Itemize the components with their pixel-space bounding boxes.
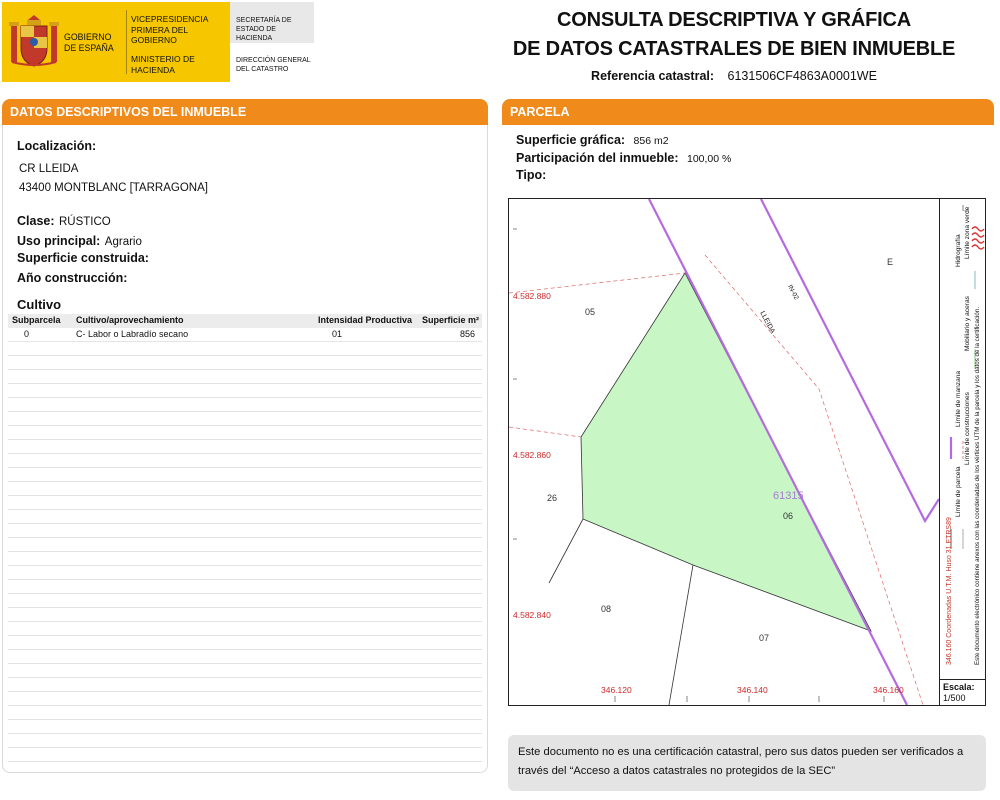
use-value: Agrario: [104, 236, 142, 248]
government-logo: [2, 2, 314, 82]
table-empty-line: [8, 650, 482, 664]
map-legend: [939, 199, 986, 679]
location-label: Localización:: [17, 139, 97, 153]
footer-disclaimer: Este documento no es una certificación catastral, pero sus datos pueden ser verificados a través del “Acceso a datos catastrales no protegidos de la SEC”: [508, 735, 986, 791]
coat-of-arms-icon: [8, 12, 60, 72]
cell-intensidad: 01: [332, 329, 343, 339]
table-empty-line: [8, 412, 482, 426]
legend-manzana: Límite de manzana: [955, 370, 962, 427]
graphic-area-label: Superficie gráfica:: [516, 133, 626, 147]
crop-table: [8, 314, 482, 762]
logo-vicepresidencia-text: VICEPRESIDENCIA PRIMERA DEL GOBIERNO: [131, 14, 208, 45]
crop-section-title: Cultivo: [17, 297, 62, 312]
scale-value: 1/500: [943, 693, 966, 703]
coord-y-1: 4.582.880: [513, 291, 551, 301]
main-parcel-shape: [581, 273, 871, 631]
reference-row: [480, 69, 988, 83]
table-empty-line: [8, 566, 482, 580]
street-label-in02: IN-02: [786, 283, 800, 302]
parcel-e: E: [887, 257, 894, 267]
scale-label: Escala:: [943, 682, 975, 692]
table-empty-line: [8, 468, 482, 482]
logo-divider: [126, 10, 127, 74]
parcel-08: 08: [601, 604, 612, 614]
parcel-07: 07: [759, 633, 770, 643]
legend-construcciones: Límite de construcciones: [964, 392, 971, 465]
class-label: Clase:: [17, 214, 55, 228]
street-label-lleida: LLEIDA: [758, 310, 776, 335]
page-title-line2: DE DATOS CATASTRALES DE BIEN INMUEBLE: [512, 38, 956, 60]
participation-label: Participación del inmueble:: [516, 151, 679, 165]
table-empty-line: [8, 370, 482, 384]
dashed-boundary-mid: [509, 427, 581, 437]
coord-y-3: 4.582.840: [513, 610, 551, 620]
map-drawing: [509, 199, 939, 705]
address-line2: 43400 MONTBLANC [TARRAGONA]: [19, 182, 208, 194]
descriptive-data-header: [2, 99, 488, 125]
reference-value: 6131506CF4863A0001WE: [727, 69, 877, 83]
page-title: [480, 6, 988, 64]
construction-year-label: Año construcción:: [17, 271, 128, 285]
parcel-header: PARCELA: [502, 99, 994, 125]
main-parcel-number: 61315: [773, 490, 804, 502]
cadastral-map: [508, 198, 986, 706]
type-label: Tipo:: [516, 168, 547, 182]
legend-note: Este documento electrónico contiene anexos con las coordenadas de los vértices UTM de la parcela y los datos de la certificación.: [974, 306, 981, 665]
table-empty-line: [8, 636, 482, 650]
parcel-line-08-07: [669, 565, 693, 705]
table-empty-line: [8, 384, 482, 398]
table-empty-line: [8, 678, 482, 692]
use-label: Uso principal:: [17, 234, 101, 248]
graphic-area-row: [516, 131, 669, 149]
logo-direccion-text: DIRECCIÓN GENERAL DEL CATASTRO: [236, 57, 311, 73]
table-empty-line: [8, 440, 482, 454]
table-empty-line: [8, 608, 482, 622]
table-empty-line: [8, 426, 482, 440]
cell-cultivo: C- Labor o Labradío secano: [76, 329, 189, 339]
legend-parcela: Límite de parcela: [955, 466, 962, 517]
parcel-line-26: [549, 519, 583, 583]
table-empty-line: [8, 664, 482, 678]
map-scale: [939, 679, 986, 706]
table-empty-line: [8, 398, 482, 412]
class-value: RÚSTICO: [58, 216, 111, 228]
table-empty-line: [8, 692, 482, 706]
descriptive-data-title-prefix: DATOS DESCRIPTIVOS DEL: [10, 105, 181, 119]
logo-gobierno-text: GOBIERNO DE ESPAÑA: [64, 32, 114, 53]
page-title-line1: CONSULTA DESCRIPTIVA Y GRÁFICA: [556, 9, 912, 31]
graphic-area-value: 856 m2: [633, 135, 669, 147]
table-empty-line: [8, 580, 482, 594]
legend-mobiliario: Mobiliario y aceras: [964, 296, 971, 351]
table-row: [8, 328, 482, 342]
crop-table-empty-rows: [8, 342, 482, 762]
class-row: [17, 212, 111, 230]
coord-x-3: 346.160: [873, 685, 904, 695]
logo-ministerio-text: MINISTERIO DE HACIENDA: [131, 54, 195, 75]
coord-y-2: 4.582.860: [513, 450, 551, 460]
parcel-06: 06: [783, 511, 794, 521]
parcel-26: 26: [547, 493, 558, 503]
built-area-label: Superficie construida:: [17, 251, 149, 265]
coord-x-2: 346.140: [737, 685, 768, 695]
table-empty-line: [8, 342, 482, 356]
participation-row: [516, 149, 731, 167]
parcel-05: 05: [585, 307, 596, 317]
table-empty-line: [8, 594, 482, 608]
cell-subparcela: 0: [24, 329, 30, 339]
table-empty-line: [8, 538, 482, 552]
legend-hidrografia: Hidrografía: [955, 234, 962, 267]
coord-x-1: 346.120: [601, 685, 632, 695]
table-empty-line: [8, 524, 482, 538]
table-empty-line: [8, 734, 482, 748]
table-empty-line: [8, 622, 482, 636]
descriptive-data-title-strong: INMUEBLE: [180, 105, 247, 119]
cell-superficie: 856: [460, 329, 476, 339]
address-line1: CR LLEIDA: [19, 163, 79, 175]
dashed-boundary-top: [509, 273, 685, 293]
reference-label: Referencia catastral:: [591, 69, 715, 83]
table-empty-line: [8, 510, 482, 524]
col-cultivo: Cultivo/aprovechamiento: [76, 315, 184, 325]
logo-secretaria-text: SECRETARÍA DE ESTADO DE HACIENDA: [236, 17, 292, 42]
table-empty-line: [8, 720, 482, 734]
table-empty-line: [8, 482, 482, 496]
table-empty-line: [8, 496, 482, 510]
table-empty-line: [8, 748, 482, 762]
col-intensidad: Intensidad Productiva: [318, 315, 413, 325]
table-empty-line: [8, 454, 482, 468]
use-row: [17, 232, 142, 250]
legend-zona-verde: Límite zona verde: [964, 206, 971, 259]
table-empty-line: [8, 356, 482, 370]
crop-table-header: [8, 314, 482, 328]
participation-value: 100,00 %: [687, 153, 732, 165]
legend-coordinates: 346.160 Coordenadas U.T.M. Huso 31 ETRS89: [946, 517, 953, 665]
table-empty-line: [8, 552, 482, 566]
col-superficie: Superficie m²: [422, 315, 480, 325]
table-empty-line: [8, 706, 482, 720]
col-subparcela: Subparcela: [12, 315, 61, 325]
